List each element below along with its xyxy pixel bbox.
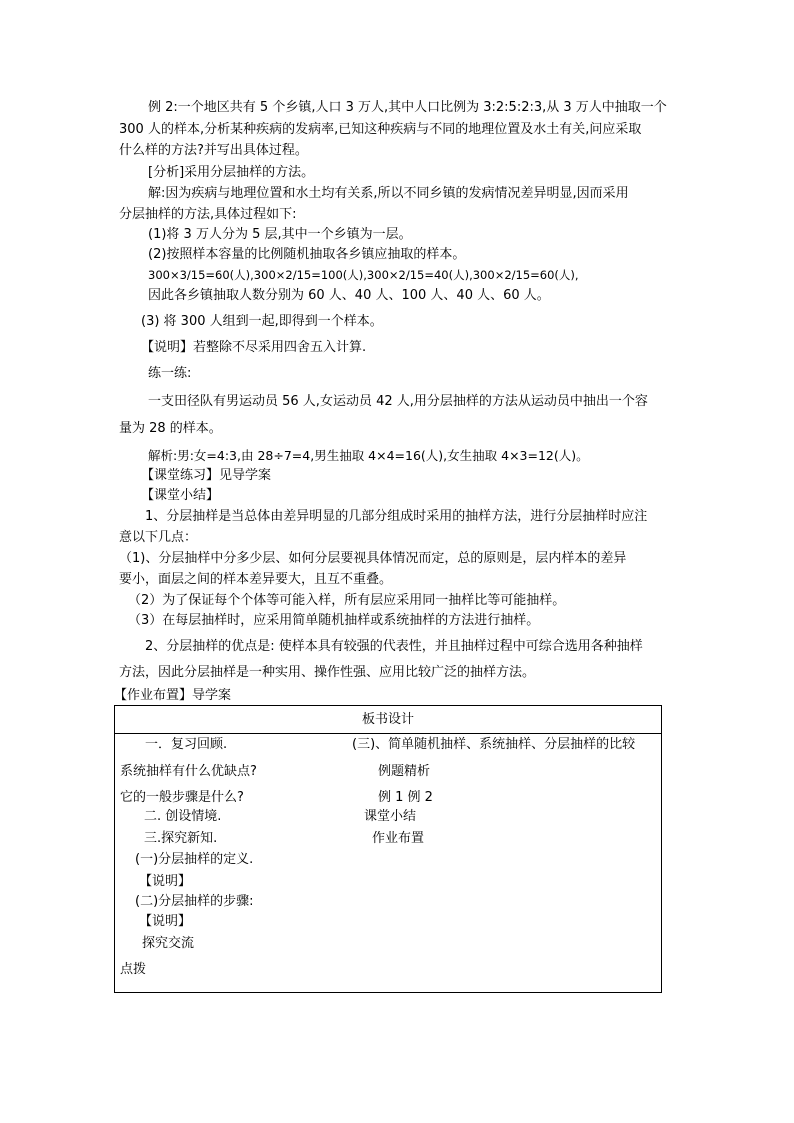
summary-point-2b: 方法，因此分层抽样是一种实用、操作性强、应用比较广泛的抽样方法。	[119, 665, 536, 680]
board-right-item: 课堂小结	[364, 809, 417, 824]
summary-point-1b: 意以下几点：	[119, 530, 198, 545]
board-left-item: 探究交流	[142, 936, 195, 951]
step-1: (1)将 3 万人分为 5 层,其中一个乡镇为一层。	[148, 227, 412, 242]
summary-item-2: （2）为了保证每个个体等可能入样，所有层应采用同一抽样比等可能抽样。	[128, 593, 566, 608]
board-left-item: (一)分层抽样的定义.	[135, 852, 254, 867]
board-left-item: 【说明】	[139, 874, 192, 889]
example-line-2: 300 人的样本,分析某种疾病的发病率,已知这种疾病与不同的地理位置及水土有关,问应采取	[119, 122, 642, 137]
summary-point-1a: 1、分层抽样是当总体由差异明显的几部分组成时采用的抽样方法，进行分层抽样时应注	[145, 509, 648, 524]
board-right-item: 作业布置	[372, 831, 425, 846]
board-title-row	[115, 706, 661, 734]
board-right-item: 例 1 例 2	[378, 790, 433, 805]
result-line: 因此各乡镇抽取人数分别为 60 人、40 人、100 人、40 人、60 人。	[148, 288, 550, 303]
board-left-item: 它的一般步骤是什么?	[120, 790, 244, 805]
step-3: (3) 将 300 人组到一起,即得到一个样本。	[141, 314, 383, 329]
analysis-text: [分析]采用分层抽样的方法。	[148, 165, 315, 180]
practice-heading: 练一练:	[148, 366, 192, 381]
homework-text: 【作业布置】导学案	[114, 688, 232, 703]
practice-question-2: 量为 28 的样本。	[119, 421, 222, 436]
board-left-item: 点拨	[120, 962, 147, 977]
board-left-item: 二. 创设情境.	[144, 809, 222, 824]
solution-line-1: 解:因为疾病与地理位置和水土均有关系,所以不同乡镇的发病情况差异明显,因而采用	[148, 186, 629, 201]
board-left-item: 【说明】	[139, 914, 192, 929]
board-design-table	[114, 705, 662, 993]
board-right-item: 例题精析	[378, 764, 431, 779]
calculation-line: 300×3/15=60(人),300×2/15=100(人),300×2/15=40(人),300×2/15=60(人),	[148, 268, 579, 282]
summary-item-3: （3）在每层抽样时，应采用简单随机抽样或系统抽样的方法进行抽样。	[128, 613, 540, 628]
board-left-item: (二)分层抽样的步骤:	[135, 894, 254, 909]
board-left-item: 系统抽样有什么优缺点?	[120, 764, 257, 779]
note-text: 【说明】若整除不尽采用四舍五入计算.	[141, 340, 367, 355]
example-line-1: 例 2:一个地区共有 5 个乡镇,人口 3 万人,其中人口比例为 3:2:5:2:3,从 3 万人中抽取一个	[148, 100, 667, 115]
practice-question-1: 一支田径队有男运动员 56 人,女运动员 42 人,用分层抽样的方法从运动员中抽出一个容	[148, 394, 648, 409]
summary-point-2a: 2、分层抽样的优点是: 使样本具有较强的代表性，并且抽样过程中可综合选用各种抽样	[145, 639, 643, 654]
solution-line-2: 分层抽样的方法,具体过程如下:	[119, 207, 297, 222]
board-left-item: 三.探究新知.	[144, 831, 218, 846]
board-title: 板书设计	[361, 712, 414, 727]
example-line-3: 什么样的方法?并写出具体过程。	[119, 143, 308, 158]
board-left-item: 一．复习回顾.	[145, 737, 228, 752]
step-2: (2)按照样本容量的比例随机抽取各乡镇应抽取的样本。	[148, 247, 466, 262]
practice-answer: 解析:男:女=4:3,由 28÷7=4,男生抽取 4×4=16(人),女生抽取 4×3=12(人)。	[148, 448, 589, 463]
summary-item-1a: （1)、分层抽样中分多少层、如何分层要视具体情况而定，总的原则是，层内样本的差异	[119, 551, 627, 566]
summary-item-1b: 要小，面层之间的样本差异要大，且互不重叠。	[119, 572, 393, 587]
class-practice: 【课堂练习】见导学案	[141, 468, 272, 483]
summary-heading: 【课堂小结】	[141, 488, 220, 503]
board-right-item: (三)、简单随机抽样、系统抽样、分层抽样的比较	[352, 737, 636, 752]
